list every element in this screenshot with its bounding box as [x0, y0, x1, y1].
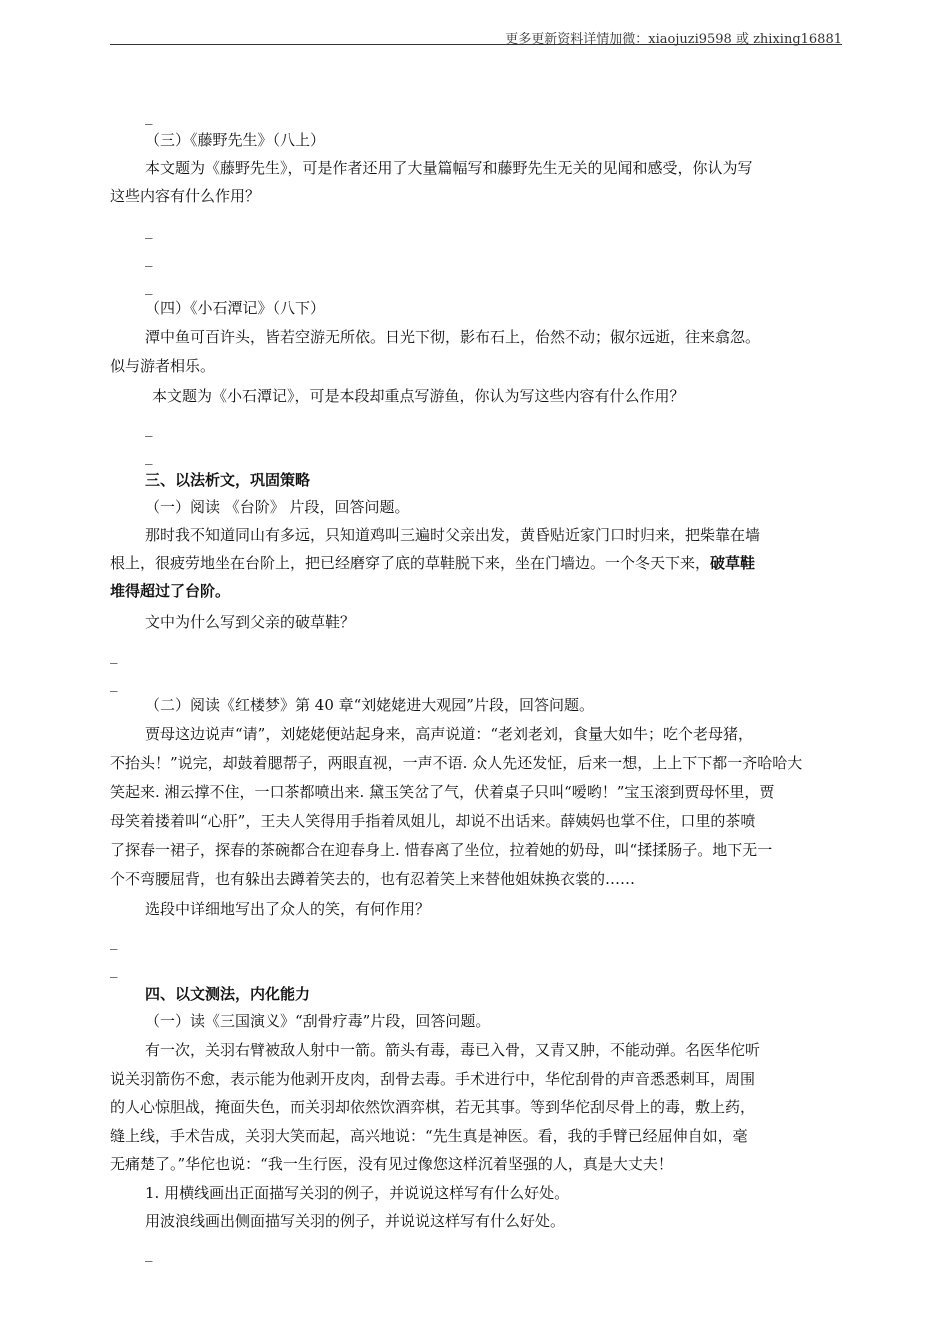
passage-line: 个不弯腰屈背，也有躲出去蹲着笑去的，也有忍着笑上来替他姐妹换衣裳的……: [110, 870, 636, 888]
passage-line: 无痛楚了。”华佗也说：“我一生行医，没有见过像您这样沉着坚强的人，真是大丈夫！: [110, 1155, 673, 1173]
passage-line: 贾母这边说声“请”，刘姥姥便站起身来，高声说道：“老刘老刘，食量大如牛；吃个老母猪，: [145, 725, 754, 743]
answer-blank[interactable]: _: [145, 221, 153, 239]
answer-blank[interactable]: _: [110, 960, 118, 978]
header-text: 更多更新资料详情加微：xiaojuzi9598 或 zhixing16881: [505, 32, 842, 47]
passage-line: 不抬头！”说完，却鼓着腮帮子，两眼直视，一声不语. 众人先还发怔，后来一想，上上下下都一齐哈哈大: [110, 754, 803, 772]
part3-heading: 三、以法析文，巩固策略: [145, 471, 311, 489]
answer-blank[interactable]: _: [145, 1244, 153, 1262]
answer-blank[interactable]: _: [110, 674, 118, 692]
passage-line: 似与游者相乐。: [110, 357, 216, 375]
passage-line: [110, 553, 840, 573]
section-title-hongloumeng: （二）阅读《红楼梦》第 40 章“刘姥姥进大观园”片段，回答问题。: [145, 696, 594, 714]
passage-line: 的人心惊胆战，掩面失色，而关羽却依然饮酒弈棋，若无其事。等到华佗刮尽骨上的毒，敷上药，: [110, 1098, 756, 1116]
question-line: 用波浪线画出侧面描写关羽的例子，并说说这样写有什么好处。: [145, 1212, 566, 1230]
answer-blank[interactable]: _: [145, 107, 153, 125]
passage-line: 了探春一裙子，探春的茶碗都合在迎春身上. 惜春离了坐位，拉着她的奶母，叫“揉揉肠子。地下无一: [110, 841, 773, 859]
passage-bold-line: 堆得超过了台阶。: [110, 582, 231, 600]
question-line: 本文题为《小石潭记》，可是本段却重点写游鱼，你认为写这些内容有什么作用？: [152, 387, 685, 405]
question-line: 1. 用横线画出正面描写关羽的例子，并说说这样写有什么好处。: [145, 1184, 570, 1202]
answer-blank[interactable]: _: [110, 646, 118, 664]
question-line: 本文题为《藤野先生》，可是作者还用了大量篇幅写和藤野先生无关的见闻和感受，你认为写: [145, 159, 753, 177]
answer-blank[interactable]: _: [145, 447, 153, 465]
passage-line: 笑起来. 湘云撑不住，一口茶都喷出来. 黛玉笑岔了气，伏着桌子只叫“嗳哟！”宝玉滚到贾母怀里，贾: [110, 783, 775, 801]
passage-line: 那时我不知道同山有多远，只知道鸡叫三遍时父亲出发，黄昏贴近家门口时归来，把柴靠在墙: [145, 526, 761, 544]
passage-text: 根上，很疲劳地坐在台阶上，把已经磨穿了底的草鞋脱下来，坐在门墙边。一个冬天下来，: [110, 554, 711, 572]
section-title-guagu: （一）读《三国演义》“刮骨疗毒”片段，回答问题。: [145, 1012, 491, 1030]
passage-line: 说关羽箭伤不愈，表示能为他剥开皮肉，刮骨去毒。手术进行中，华佗刮骨的声音悉悉刺耳，周围: [110, 1070, 756, 1088]
section-title-taijie: （一）阅读 《台阶》 片段，回答问题。: [145, 498, 410, 516]
question-line: 这些内容有什么作用？: [110, 187, 261, 205]
answer-blank[interactable]: _: [110, 932, 118, 950]
section-title-tengye: （三）《藤野先生》（八上）: [145, 131, 326, 149]
passage-line: 有一次，关羽右臂被敌人射中一箭。箭头有毒，毒已入骨，又青又肿，不能动弹。名医华佗听: [145, 1041, 761, 1059]
passage-bold-text: 破草鞋: [710, 554, 756, 572]
passage-line: 潭中鱼可百许头，皆若空游无所依。日光下彻，影布石上，佁然不动；俶尔远逝，往来翕忽。: [145, 328, 761, 346]
answer-blank[interactable]: _: [145, 277, 153, 295]
page-header: [110, 24, 842, 45]
answer-blank[interactable]: _: [145, 419, 153, 437]
part4-heading: 四、以文测法，内化能力: [145, 985, 311, 1003]
question-line: 选段中详细地写出了众人的笑，有何作用？: [145, 900, 431, 918]
passage-line: 缝上线，手术告成，关羽大笑而起，高兴地说：“先生真是神医。看，我的手臂已经屈伸自如，毫: [110, 1127, 748, 1145]
question-line: 文中为什么写到父亲的破草鞋？: [145, 613, 356, 631]
section-title-xiaoshitan: （四）《小石潭记》（八下）: [145, 299, 326, 317]
answer-blank[interactable]: _: [145, 249, 153, 267]
passage-line: 母笑着搂着叫“心肝”，王夫人笑得用手指着凤姐儿，却说不出话来。薛姨妈也掌不住，口里的茶喷: [110, 812, 756, 830]
